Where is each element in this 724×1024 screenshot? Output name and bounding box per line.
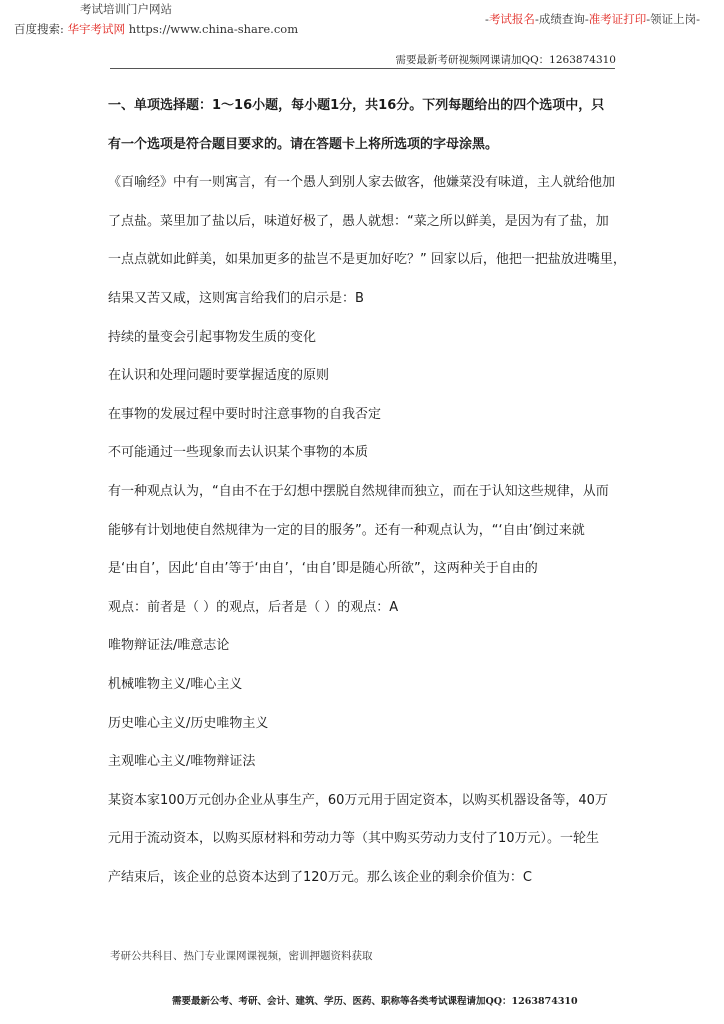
question-text: 《百喻经》中有一则寓言，有一个愚人到别人家去做客，他嫌菜没有味道，主人就给他加 [108, 175, 616, 191]
answer-option: 机械唯物主义/唯心主义 [108, 676, 243, 692]
link-separator: - [485, 12, 489, 26]
baidu-search-line [14, 21, 298, 37]
answer-option: 唯物辩证法/唯意志论 [108, 638, 230, 654]
site-url[interactable]: https://www.china-share.com [128, 22, 299, 36]
section-heading: 有一个选项是符合题目要求的。请在答题卡上将所选项的字母涂黑。 [108, 136, 499, 152]
link-separator: - [534, 12, 539, 26]
link-admission-print[interactable]: 准考证打印 [588, 12, 647, 26]
site-name: 考试培训门户网站 [80, 2, 172, 16]
top-links [485, 11, 700, 27]
question-text: 产结束后，该企业的总资本达到了120万元。那么该企业的剩余价值为：C [108, 869, 532, 885]
question-text: 元用于流动资本，以购买原材料和劳动力等（其中购买劳动力支付了10万元）。一轮生 [108, 831, 600, 847]
link-certificate[interactable]: 领证上岗 [650, 12, 697, 26]
link-separator: - [696, 12, 700, 26]
question-text: 一点点就如此鲜美，如果加更多的盐岂不是更加好吃？” 回家以后，他把一把盐放进嘴里， [108, 252, 626, 268]
link-separator: - [584, 12, 589, 26]
answer-option: 持续的量变会引起事物发生质的变化 [108, 329, 317, 345]
baidu-prefix: 百度搜索: [14, 22, 64, 36]
question-text: 观点：前者是（ ）的观点，后者是（ ）的观点：A [108, 599, 399, 615]
link-registration[interactable]: 考试报名 [488, 12, 535, 26]
question-text: 结果又苦又咸，这则寓言给我们的启示是：B [108, 290, 364, 306]
answer-option: 历史唯心主义/历史唯物主义 [108, 715, 269, 731]
footer-note: 考研公共科目、热门专业课网课视频，密训押题资料获取 [110, 950, 373, 962]
question-text: 某资本家100万元创办企业从事生产，60万元用于固定资本，以购买机器设备等，40万 [108, 792, 608, 808]
answer-option: 不可能通过一些现象而去认识某个事物的本质 [108, 445, 369, 461]
link-separator: - [646, 12, 651, 26]
link-score-query[interactable]: 成绩查询 [538, 12, 585, 26]
question-text: 了点盐。菜里加了盐以后，味道好极了，愚人就想：“菜之所以鲜美，是因为有了盐，加 [108, 213, 609, 229]
header-divider [110, 68, 615, 69]
question-text: 是‘由自’，因此‘自由’等于‘由自’，‘由自’即是随心所欲”，这两种关于自由的 [108, 561, 538, 577]
header-qq-notice: 需要最新考研视频网课请加QQ：1263874310 [395, 54, 616, 66]
section-heading: 一、单项选择题：1～16小题，每小题1分，共16分。下列每题给出的四个选项中，只 [108, 98, 605, 113]
footer-qq-notice: 需要最新公考、考研、会计、建筑、学历、医药、职称等各类考试课程请加QQ：1263874310 [172, 996, 578, 1007]
brand-name: 华宇考试网 [67, 22, 126, 36]
answer-option: 主观唯心主义/唯物辩证法 [108, 754, 256, 770]
question-text: 有一种观点认为，“自由不在于幻想中摆脱自然规律而独立，而在于认知这些规律，从而 [108, 483, 609, 499]
document-body [108, 92, 626, 902]
question-text: 能够有计划地使自然规律为一定的目的服务”。还有一种观点认为，“‘自由’倒过来就 [108, 522, 585, 538]
answer-option: 在认识和处理问题时要掌握适度的原则 [108, 368, 330, 384]
answer-option: 在事物的发展过程中要时时注意事物的自我否定 [108, 406, 382, 422]
